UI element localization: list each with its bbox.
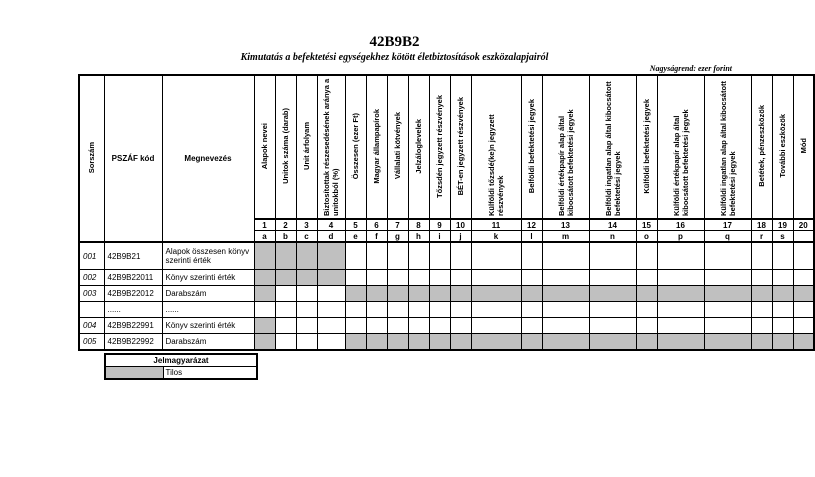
col-letter-12: l	[521, 231, 542, 243]
data-cell-col-4[interactable]	[317, 286, 345, 302]
data-cell-col-3[interactable]	[296, 318, 317, 334]
data-cell-col-20[interactable]	[793, 302, 814, 318]
data-cell-col-18[interactable]	[751, 242, 772, 270]
col-letter-18: r	[751, 231, 772, 243]
col-letter-8: h	[408, 231, 429, 243]
row-pszaf-kod: 42B9B22991	[104, 318, 162, 334]
data-cell-col-2[interactable]	[275, 302, 296, 318]
header-col-8: Jelzáloglevelek	[408, 75, 429, 219]
data-cell-col-20	[793, 286, 814, 302]
data-cell-col-9[interactable]	[429, 242, 450, 270]
data-cell-col-6[interactable]	[366, 302, 387, 318]
data-cell-col-9	[429, 286, 450, 302]
data-cell-col-8[interactable]	[408, 242, 429, 270]
data-cell-col-10[interactable]	[450, 270, 471, 286]
col-letter-15: o	[636, 231, 657, 243]
table-row	[79, 270, 814, 286]
col-letter-16: p	[657, 231, 704, 243]
data-cell-col-13[interactable]	[542, 302, 589, 318]
data-cell-col-9	[429, 334, 450, 351]
legend-title: Jelmagyarázat	[105, 354, 257, 367]
data-cell-col-16[interactable]	[657, 302, 704, 318]
data-cell-col-20[interactable]	[793, 270, 814, 286]
data-cell-col-14[interactable]	[589, 318, 636, 334]
row-pszaf-kod: 42B9B22992	[104, 334, 162, 351]
data-cell-col-11[interactable]	[471, 318, 521, 334]
col-letter-6: f	[366, 231, 387, 243]
data-cell-col-6[interactable]	[366, 270, 387, 286]
data-cell-col-3[interactable]	[296, 286, 317, 302]
data-cell-col-1	[254, 334, 275, 351]
data-cell-col-3	[296, 242, 317, 270]
data-cell-col-10	[450, 286, 471, 302]
row-megnevezes: Könyv szerinti érték	[162, 318, 254, 334]
data-cell-col-6	[366, 334, 387, 351]
data-cell-col-6	[366, 286, 387, 302]
row-sorszam: 003	[79, 286, 104, 302]
data-cell-col-15[interactable]	[636, 270, 657, 286]
data-cell-col-20	[793, 334, 814, 351]
data-cell-col-15[interactable]	[636, 318, 657, 334]
data-cell-col-15	[636, 334, 657, 351]
header-col-5: Összesen (ezer Ft)	[345, 75, 366, 219]
row-sorszam: 002	[79, 270, 104, 286]
data-cell-col-19	[772, 286, 793, 302]
data-cell-col-16[interactable]	[657, 242, 704, 270]
data-cell-col-17[interactable]	[704, 318, 751, 334]
data-cell-col-16	[657, 286, 704, 302]
data-cell-col-14[interactable]	[589, 242, 636, 270]
col-letter-3: c	[296, 231, 317, 243]
col-letter-1: a	[254, 231, 275, 243]
data-cell-col-9[interactable]	[429, 318, 450, 334]
data-cell-col-17	[704, 334, 751, 351]
row-sorszam: 001	[79, 242, 104, 270]
col-letter-14: n	[589, 231, 636, 243]
data-cell-col-5[interactable]	[345, 270, 366, 286]
data-cell-col-18[interactable]	[751, 270, 772, 286]
col-letter-11: k	[471, 231, 521, 243]
header-col-7: Vállalati kötvények	[387, 75, 408, 219]
data-cell-col-11[interactable]	[471, 242, 521, 270]
data-cell-col-4	[317, 270, 345, 286]
data-cell-col-8	[408, 334, 429, 351]
data-cell-col-1	[254, 318, 275, 334]
row-megnevezes: Alapok összesen könyv szerinti érték	[162, 242, 254, 270]
data-cell-col-2	[275, 270, 296, 286]
data-cell-col-13	[542, 286, 589, 302]
col-number-15: 15	[636, 219, 657, 231]
col-number-12: 12	[521, 219, 542, 231]
header-col-10: BÉT-en jegyzett részvények	[450, 75, 471, 219]
data-cell-col-13	[542, 334, 589, 351]
data-cell-col-1	[254, 270, 275, 286]
data-cell-col-18	[751, 334, 772, 351]
data-cell-col-18	[751, 286, 772, 302]
data-cell-col-9[interactable]	[429, 302, 450, 318]
data-cell-col-7[interactable]	[387, 270, 408, 286]
row-megnevezes: Darabszám	[162, 286, 254, 302]
header-col-2: Unitok száma (darab)	[275, 75, 296, 219]
data-cell-col-13[interactable]	[542, 318, 589, 334]
data-cell-col-2[interactable]	[275, 286, 296, 302]
data-cell-col-8[interactable]	[408, 302, 429, 318]
col-number-18: 18	[751, 219, 772, 231]
data-cell-col-19[interactable]	[772, 242, 793, 270]
table-row	[79, 302, 814, 318]
header-col-1: Alapok nevei	[254, 75, 275, 219]
data-cell-col-4[interactable]	[317, 334, 345, 351]
row-pszaf-kod: 42B9B22012	[104, 286, 162, 302]
unit-note: Nagyságrend: ezer forint	[649, 64, 732, 73]
data-cell-col-11[interactable]	[471, 270, 521, 286]
data-cell-col-2	[275, 242, 296, 270]
data-cell-col-14[interactable]	[589, 270, 636, 286]
header-col-19: További eszközök	[772, 75, 793, 219]
data-cell-col-17[interactable]	[704, 302, 751, 318]
data-cell-col-6[interactable]	[366, 242, 387, 270]
row-pszaf-kod: 42B9B22011	[104, 270, 162, 286]
header-pszaf-kod: PSZÁF kód	[104, 75, 162, 242]
data-cell-col-5[interactable]	[345, 302, 366, 318]
header-col-17: Külföldi ingatlan alap által kibocsátott befektetési jegyek	[704, 75, 751, 219]
col-number-1: 1	[254, 219, 275, 231]
data-cell-col-18[interactable]	[751, 302, 772, 318]
legend-table	[104, 353, 258, 380]
legend-gray-swatch	[105, 367, 163, 380]
form-code: 42B9B2	[369, 34, 420, 50]
header-col-9: Tőzsdén jegyzett részvények	[429, 75, 450, 219]
data-cell-col-8[interactable]	[408, 270, 429, 286]
data-cell-col-17[interactable]	[704, 242, 751, 270]
col-number-8: 8	[408, 219, 429, 231]
data-cell-col-5[interactable]	[345, 318, 366, 334]
row-megnevezes: Könyv szerinti érték	[162, 270, 254, 286]
data-cell-col-19[interactable]	[772, 318, 793, 334]
data-cell-col-3[interactable]	[296, 334, 317, 351]
header-col-18: Betétek, pénzeszközök	[751, 75, 772, 219]
data-cell-col-19[interactable]	[772, 270, 793, 286]
table-row	[79, 334, 814, 351]
col-letter-2: b	[275, 231, 296, 243]
col-letter-4: d	[317, 231, 345, 243]
header-col-15: Külföldi befektetési jegyek	[636, 75, 657, 219]
data-cell-col-20[interactable]	[793, 318, 814, 334]
col-number-5: 5	[345, 219, 366, 231]
data-cell-col-13[interactable]	[542, 270, 589, 286]
data-cell-col-9[interactable]	[429, 270, 450, 286]
data-cell-col-20[interactable]	[793, 242, 814, 270]
header-col-3: Unit árfolyam	[296, 75, 317, 219]
data-cell-col-7	[387, 334, 408, 351]
col-number-6: 6	[366, 219, 387, 231]
col-number-17: 17	[704, 219, 751, 231]
col-number-16: 16	[657, 219, 704, 231]
form-title: Kimutatás a befektetési egységekhez kötött életbiztosítások eszközalapjairól	[240, 52, 549, 63]
header-col-16: Külföldi értékpapír alap által kibocsátott befektetési jegyek	[657, 75, 704, 219]
col-number-10: 10	[450, 219, 471, 231]
data-cell-col-12[interactable]	[521, 302, 542, 318]
data-cell-col-8	[408, 286, 429, 302]
data-cell-col-17	[704, 286, 751, 302]
header-col-13: Belföldi értékpapír alap által kibocsátott befektetési jegyek	[542, 75, 589, 219]
row-megnevezes: Darabszám	[162, 334, 254, 351]
header-megnevezes: Megnevezés	[162, 75, 254, 242]
data-cell-col-18[interactable]	[751, 318, 772, 334]
header-col-11: Külföldi tőzsdé(ke)n jegyzett részvények	[471, 75, 521, 219]
row-sorszam: 005	[79, 334, 104, 351]
data-cell-col-5[interactable]	[345, 242, 366, 270]
col-number-9: 9	[429, 219, 450, 231]
row-megnevezes: ......	[162, 302, 254, 318]
data-cell-col-11	[471, 286, 521, 302]
data-cell-col-1[interactable]	[254, 302, 275, 318]
row-sorszam: 004	[79, 318, 104, 334]
data-cell-col-14[interactable]	[589, 302, 636, 318]
data-cell-col-16[interactable]	[657, 270, 704, 286]
data-cell-col-8[interactable]	[408, 318, 429, 334]
row-pszaf-kod: ......	[104, 302, 162, 318]
data-cell-col-3	[296, 270, 317, 286]
data-cell-col-10[interactable]	[450, 242, 471, 270]
data-cell-col-15[interactable]	[636, 242, 657, 270]
col-letter-5: e	[345, 231, 366, 243]
col-number-2: 2	[275, 219, 296, 231]
header-col-4: Biztosítottak részesedésének aránya a unitokból (%)	[317, 75, 345, 219]
data-cell-col-12[interactable]	[521, 318, 542, 334]
col-letter-7: g	[387, 231, 408, 243]
data-cell-col-4	[317, 242, 345, 270]
col-number-19: 19	[772, 219, 793, 231]
col-number-11: 11	[471, 219, 521, 231]
data-cell-col-7	[387, 286, 408, 302]
header-col-6: Magyar állampapírok	[366, 75, 387, 219]
data-cell-col-15	[636, 286, 657, 302]
col-letter-17: q	[704, 231, 751, 243]
col-number-20: 20	[793, 219, 814, 231]
data-cell-col-2[interactable]	[275, 334, 296, 351]
legend-gray-label: Tilos	[163, 367, 257, 380]
col-number-3: 3	[296, 219, 317, 231]
data-cell-col-14	[589, 286, 636, 302]
data-cell-col-17[interactable]	[704, 270, 751, 286]
col-letter-13: m	[542, 231, 589, 243]
col-number-4: 4	[317, 219, 345, 231]
data-cell-col-19	[772, 334, 793, 351]
data-cell-col-3[interactable]	[296, 302, 317, 318]
data-cell-col-6[interactable]	[366, 318, 387, 334]
data-cell-col-5	[345, 286, 366, 302]
data-cell-col-12	[521, 334, 542, 351]
row-sorszam	[79, 302, 104, 318]
data-cell-col-7[interactable]	[387, 302, 408, 318]
data-cell-col-12[interactable]	[521, 242, 542, 270]
data-cell-col-10	[450, 334, 471, 351]
data-cell-col-2[interactable]	[275, 318, 296, 334]
header-sorszam: Sorszám	[79, 75, 104, 242]
data-cell-col-7[interactable]	[387, 242, 408, 270]
table-row	[79, 318, 814, 334]
header-col-20: Mód	[793, 75, 814, 219]
asset-fund-table	[78, 74, 815, 351]
col-letter-10: j	[450, 231, 471, 243]
data-cell-col-13[interactable]	[542, 242, 589, 270]
data-cell-col-12[interactable]	[521, 270, 542, 286]
col-letter-19: s	[772, 231, 793, 243]
data-cell-col-12	[521, 286, 542, 302]
data-cell-col-1	[254, 286, 275, 302]
header-col-14: Belföldi ingatlan alap által kibocsátott befektetési jegyek	[589, 75, 636, 219]
data-cell-col-5	[345, 334, 366, 351]
col-number-13: 13	[542, 219, 589, 231]
col-number-14: 14	[589, 219, 636, 231]
data-cell-col-16[interactable]	[657, 318, 704, 334]
table-row	[79, 242, 814, 270]
header-col-12: Belföldi befektetési jegyek	[521, 75, 542, 219]
data-cell-col-15[interactable]	[636, 302, 657, 318]
data-cell-col-16	[657, 334, 704, 351]
data-cell-col-10[interactable]	[450, 318, 471, 334]
col-number-7: 7	[387, 219, 408, 231]
data-cell-col-14	[589, 334, 636, 351]
data-cell-col-10[interactable]	[450, 302, 471, 318]
data-cell-col-4[interactable]	[317, 302, 345, 318]
data-cell-col-11	[471, 334, 521, 351]
data-cell-col-7[interactable]	[387, 318, 408, 334]
row-pszaf-kod: 42B9B21	[104, 242, 162, 270]
data-cell-col-11[interactable]	[471, 302, 521, 318]
data-cell-col-19[interactable]	[772, 302, 793, 318]
data-cell-col-1	[254, 242, 275, 270]
col-letter-9: i	[429, 231, 450, 243]
col-letter-20	[793, 231, 814, 243]
table-row	[79, 286, 814, 302]
data-cell-col-4[interactable]	[317, 318, 345, 334]
